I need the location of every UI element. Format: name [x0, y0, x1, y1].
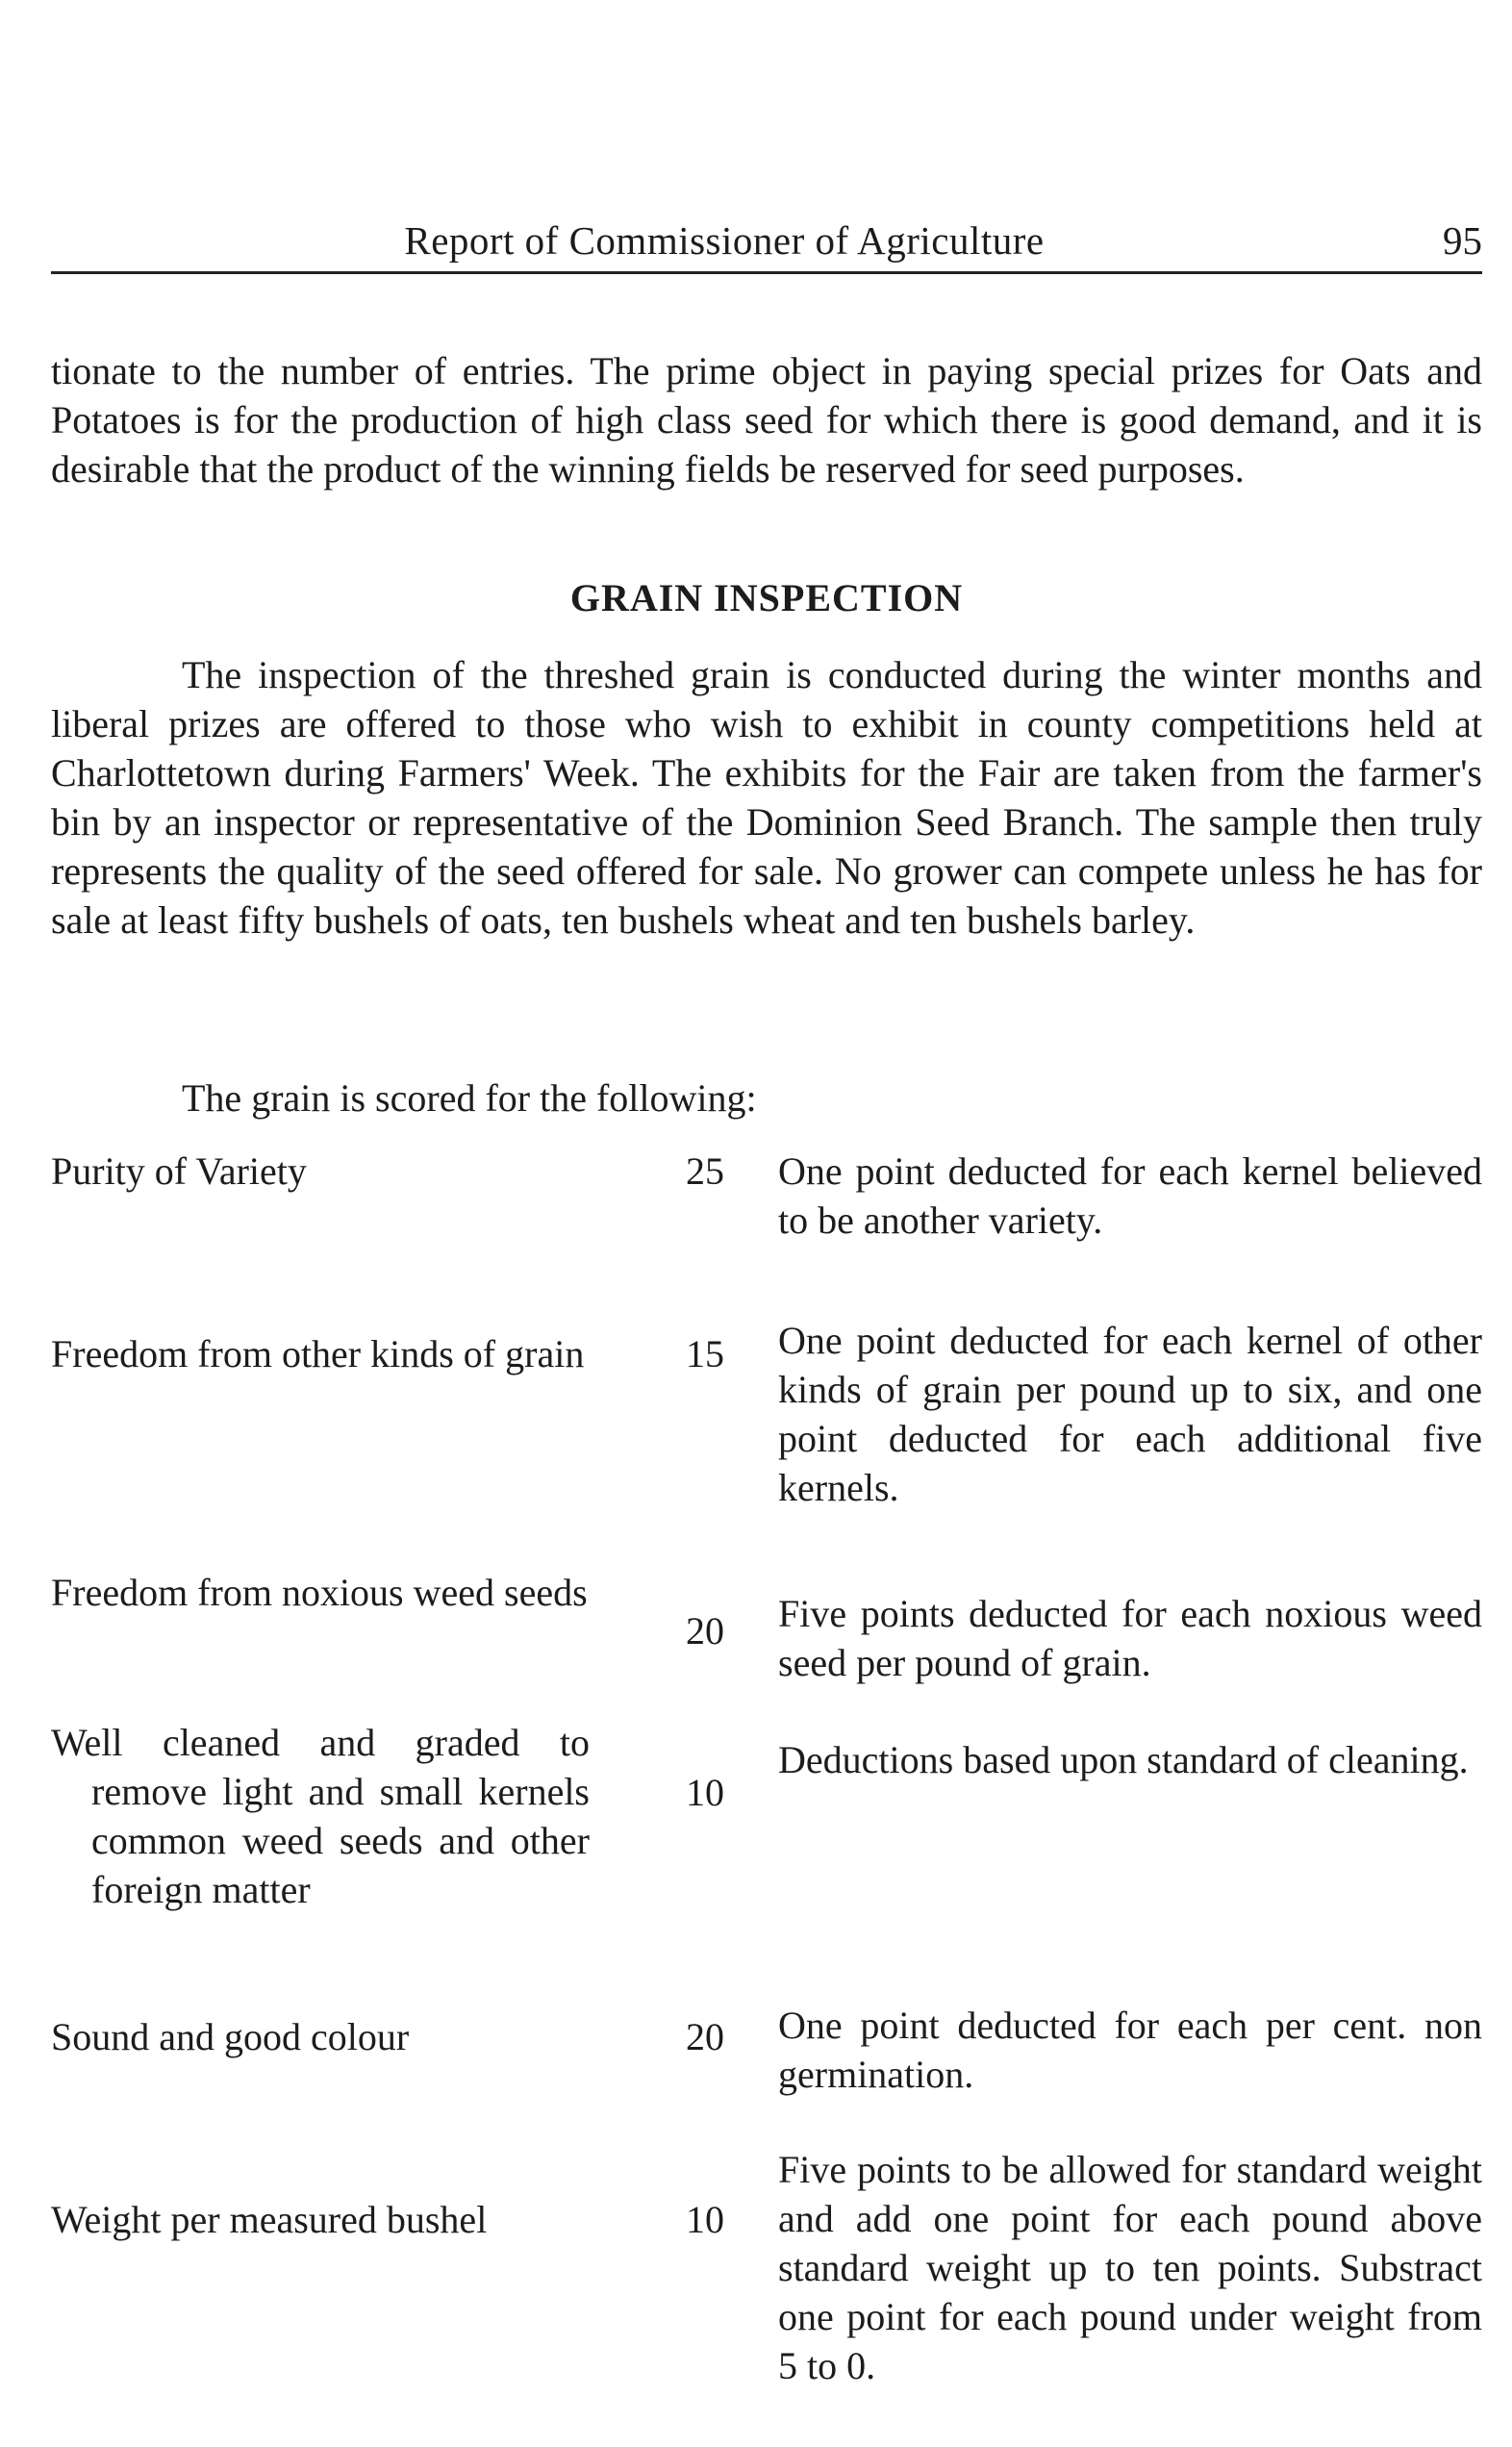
paragraph-grain-inspection: The inspection of the threshed grain is conducted during the winter months and liberal prizes are offered to those who wish to exhibit in county competitions held at Charlottetown during Farmers' Week. The exhibits for the Fair are taken from the farmer's bin by an inspector or representative of the Dominion Seed Branch. The sample then truly represents the quality of the seed offered for sale. No grower can compete unless he has for sale at least fifty bushels of oats, ten bushels wheat and ten bushels barley. — [51, 653, 1482, 942]
page-number: 95 — [1443, 218, 1482, 263]
deduction-rule: Five points deducted for each noxious weed seed per pound of grain. — [778, 1592, 1482, 1684]
deduction-rule: Deductions based upon standard of cleaning. — [778, 1738, 1469, 1781]
points-value: 15 — [686, 1332, 724, 1375]
deduction-rule: One point deducted for each per cent. non germination. — [778, 2004, 1482, 2096]
deduction-rule: One point deducted for each kernel of other kinds of grain per pound up to six, and one point deducted for each additional five kernels. — [778, 1319, 1482, 1509]
criterion-label: Purity of Variety — [51, 1149, 307, 1193]
criterion-label: Well cleaned and graded to remove light and small kernels common weed seeds and other foreign matter — [51, 1721, 590, 1911]
points-value: 20 — [686, 2015, 724, 2058]
criterion-label: Weight per measured bushel — [51, 2198, 488, 2241]
running-header — [51, 214, 1482, 274]
deduction-rule: One point deducted for each kernel believed to be another variety. — [778, 1149, 1482, 1242]
document-page — [51, 0, 1482, 2447]
criterion-label: Freedom from noxious weed seeds — [51, 1571, 588, 1614]
deduction-rule: Five points to be allowed for standard weight and add one point for each pound above standard weight up to ten points. Substract one point for each pound under weight from 5 to 0. — [778, 2148, 1482, 2387]
points-value: 20 — [686, 1609, 724, 1652]
paragraph-continuation: tionate to the number of entries. The prime object in paying special prizes for Oats and Potatoes is for the production of high class seed for which there is good demand, and it is desirable that the product of the winning fields be reserved for seed purposes. — [51, 349, 1482, 491]
criterion-label: Freedom from other kinds of grain — [51, 1332, 585, 1375]
points-value: 10 — [686, 2198, 724, 2241]
points-value: 25 — [686, 1149, 724, 1193]
section-heading: GRAIN INSPECTION — [569, 576, 964, 619]
points-value: 10 — [686, 1771, 724, 1814]
scoring-intro: The grain is scored for the following: — [182, 1076, 757, 1120]
header-title: Report of Commissioner of Agriculture — [404, 218, 1045, 263]
criterion-label: Sound and good colour — [51, 2015, 410, 2058]
